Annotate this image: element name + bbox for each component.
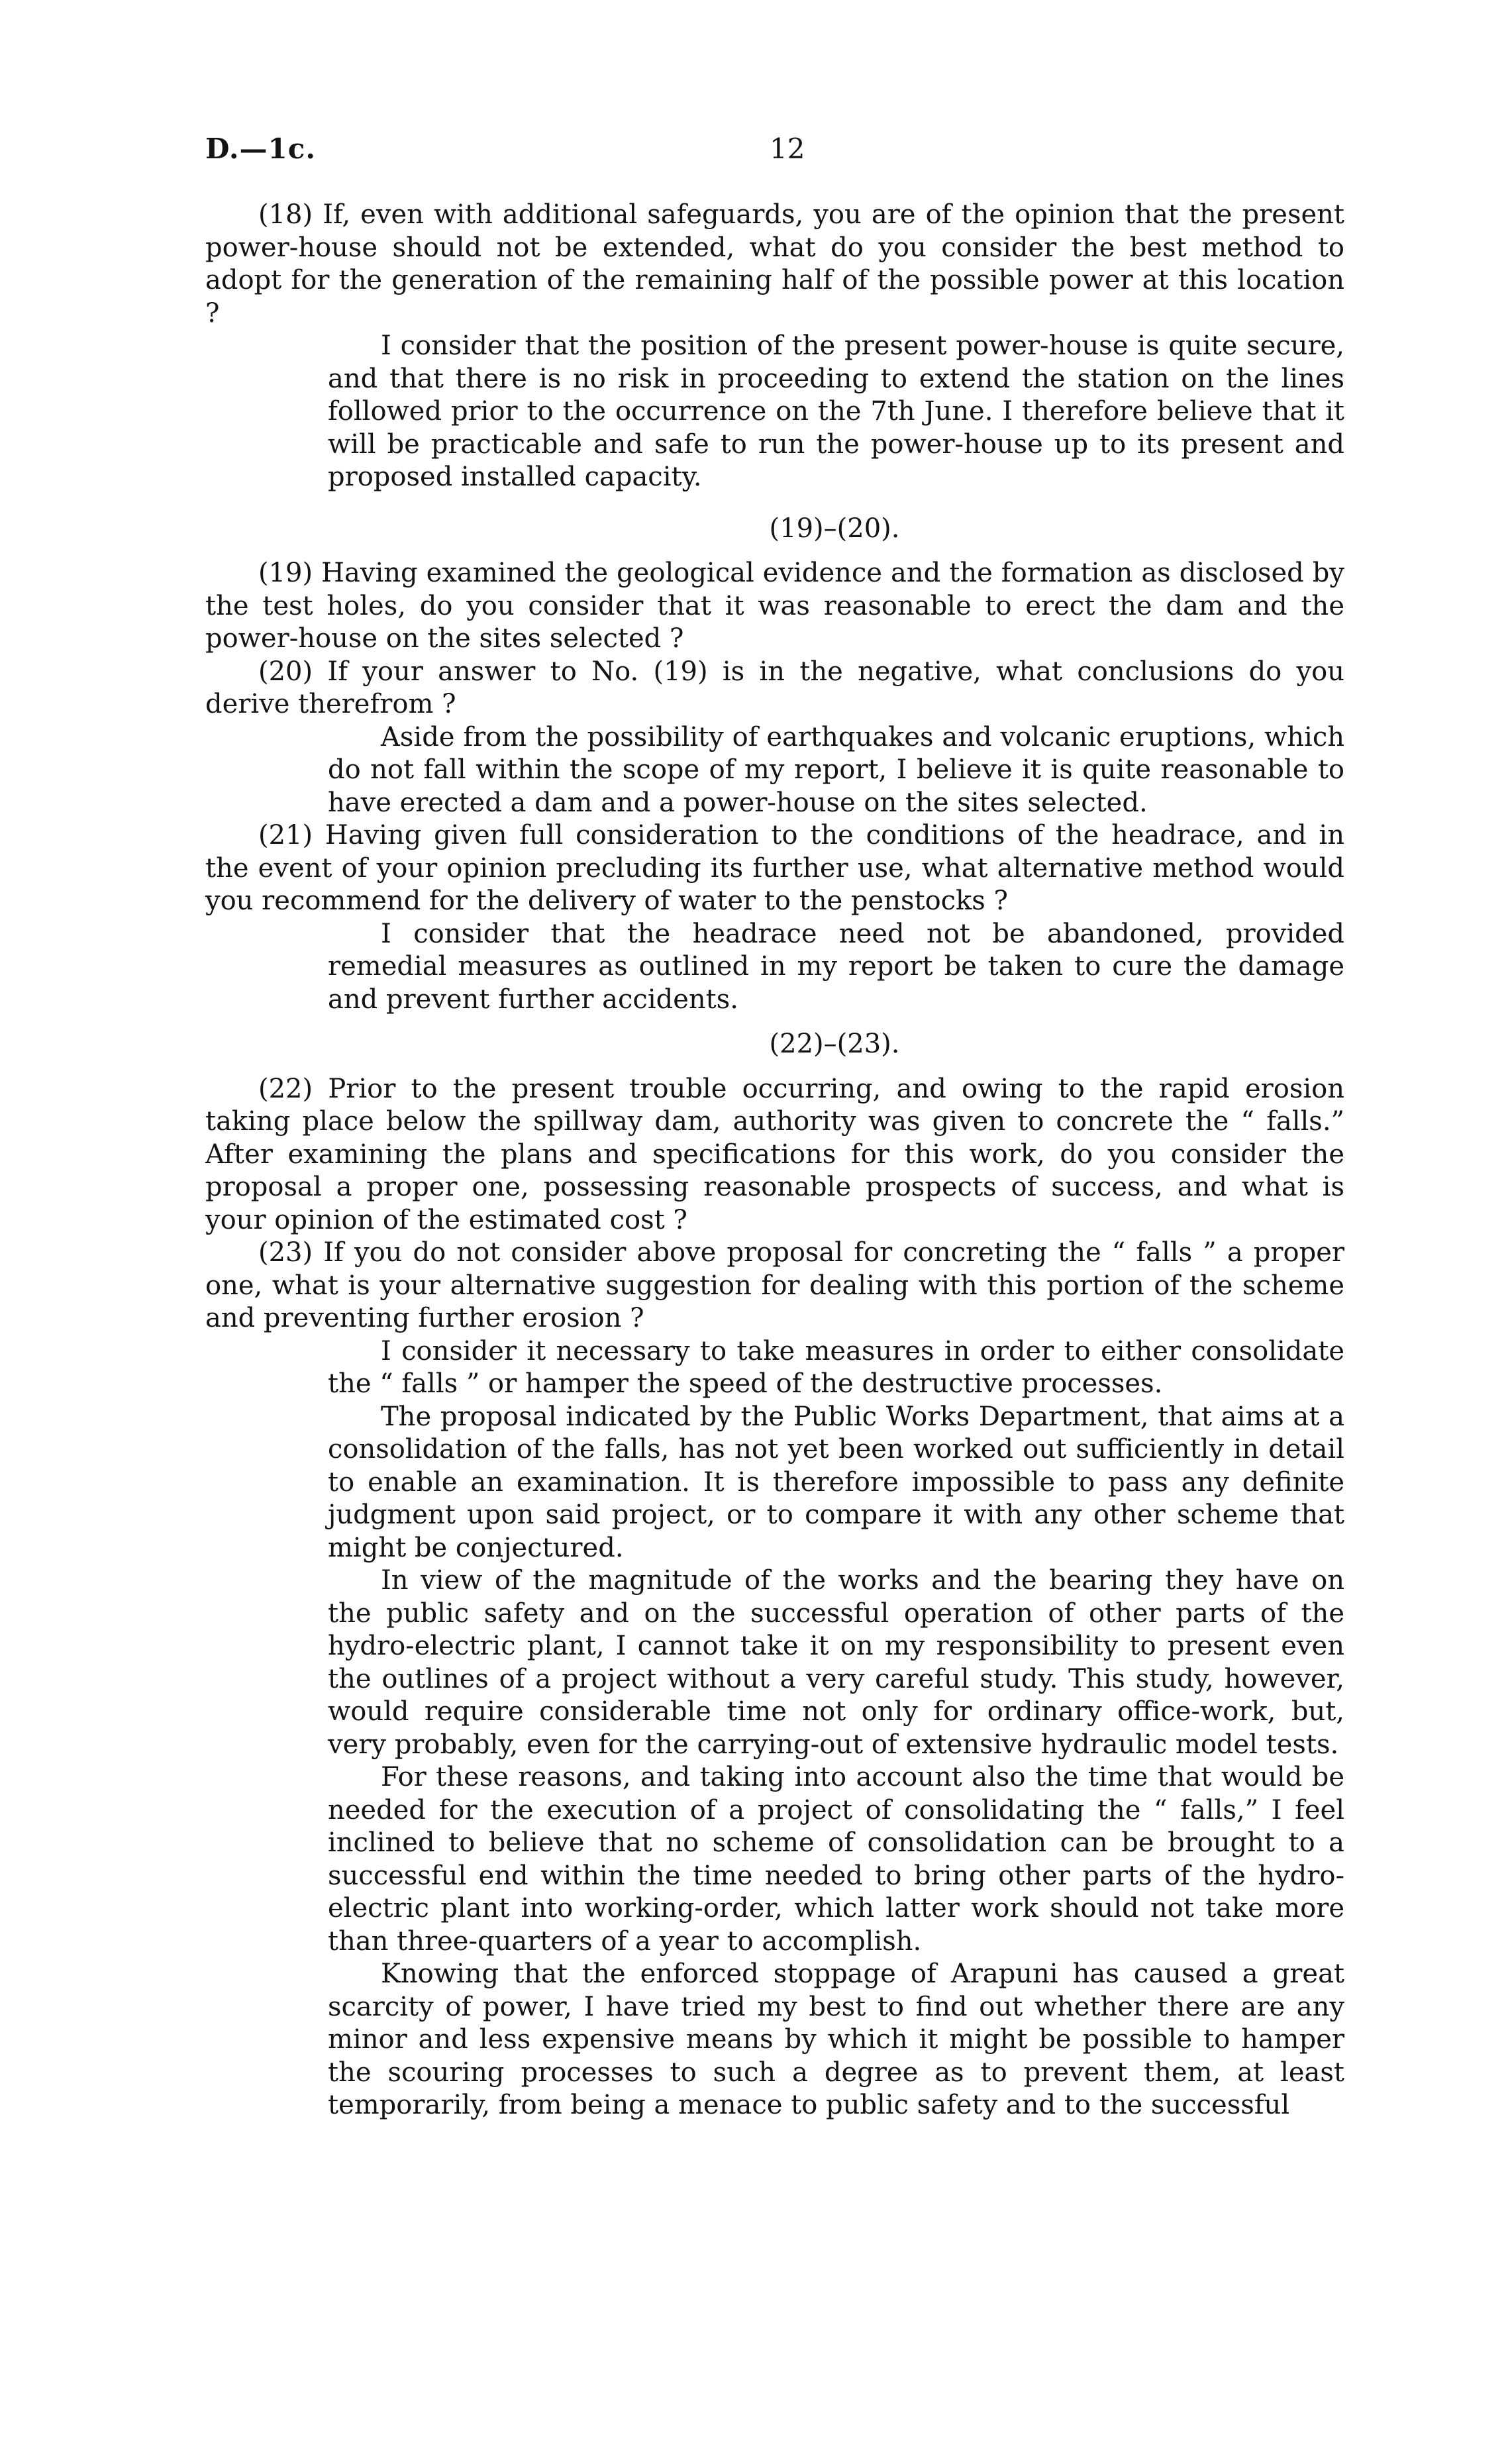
question-18: (18) If, even with additional safeguards, you are of the opinion that the present power-house should not be extended, what do you consider the best method to adopt for the generation of the remaining half of the possible power at this location ? bbox=[205, 199, 1344, 329]
answer-18: I consider that the position of the present power-house is quite secure, and that there is no risk in proceeding to extend the station on the lines followed prior to the occurrence on the 7th June. I therefore believe that it will be practicable and safe to run the power-house up to its present and proposed installed capacity. bbox=[328, 331, 1344, 492]
answer-22-23-paragraph-3: In view of the magnitude of the works and the bearing they have on the public safety and on the successful operation of other parts of the hydro-electric plant, I cannot take it on my responsibility to present even the outlines of a project without a very careful study. This study, however, would require considerable time not only for ordinary office-work, but, very probably, even for the carrying-out of extensive hydraulic model tests. bbox=[328, 1565, 1344, 1760]
question-20: (20) If your answer to No. (19) is in the negative, what conclusions do you derive therefrom ? bbox=[205, 656, 1344, 719]
answer-22-23-paragraph-1: I consider it necessary to take measures in order to either consolidate the “ falls ” or hamper the speed of the destructive processes. bbox=[328, 1335, 1344, 1399]
question-21: (21) Having given full consideration to the conditions of the headrace, and in the event of your opinion precluding its further use, what alternative method would you recommend for the delivery of water to the penstocks ? bbox=[205, 820, 1344, 916]
answer-19-20: Aside from the possibility of earthquakes and volcanic eruptions, which do not fall within the scope of my report, I believe it is quite reasonable to have erected a dam and a power-house on the sites selected. bbox=[328, 721, 1344, 818]
page-number: 12 bbox=[770, 132, 805, 165]
question-19: (19) Having examined the geological evidence and the formation as disclosed by the test holes, do you consider that it was reasonable to erect the dam and the power-house on the sites selected ? bbox=[205, 558, 1344, 654]
answer-22-23-paragraph-5: Knowing that the enforced stoppage of Arapuni has caused a great scarcity of power, I have tried my best to find out whether there are any minor and less expensive means by which it might be possible to hamper the scouring processes to such a degree as to prevent them, at least temporarily, from being a menace to public safety and to the successful bbox=[328, 1959, 1344, 2120]
document-reference: D.—1c. bbox=[205, 132, 316, 165]
question-23: (23) If you do not consider above proposal for concreting the “ falls ” a proper one, what is your alternative suggestion for dealing with this portion of the scheme and preventing further erosion ? bbox=[205, 1237, 1344, 1333]
section-heading-22-23: (22)–(23). bbox=[769, 1029, 900, 1059]
document-body bbox=[205, 199, 1344, 2122]
answer-22-23-paragraph-4: For these reasons, and taking into account also the time that would be needed for the execution of a project of consolidating the “ falls,” I feel inclined to believe that no scheme of consolidation can be brought to a successful end within the time needed to bring other parts of the hydro-electric plant into working-order, which latter work should not take more than three-quarters of a year to accomplish. bbox=[328, 1762, 1344, 1957]
answer-21: I consider that the headrace need not be abandoned, provided remedial measures as outlined in my report be taken to cure the damage and prevent further accidents. bbox=[328, 918, 1344, 1015]
question-22: (22) Prior to the present trouble occurring, and owing to the rapid erosion taking place below the spillway dam, authority was given to concrete the “ falls.” After examining the plans and specifications for this work, do you consider the proposal a proper one, possessing reasonable prospects of success, and what is your opinion of the estimated cost ? bbox=[205, 1073, 1344, 1235]
section-heading-19-20: (19)–(20). bbox=[769, 513, 900, 544]
page-header bbox=[205, 132, 1344, 172]
answer-22-23-paragraph-2: The proposal indicated by the Public Works Department, that aims at a consolidation of the falls, has not yet been worked out sufficiently in detail to enable an examination. It is therefore impossible to pass any definite judgment upon said project, or to compare it with any other scheme that might be conjectured. bbox=[328, 1401, 1344, 1563]
